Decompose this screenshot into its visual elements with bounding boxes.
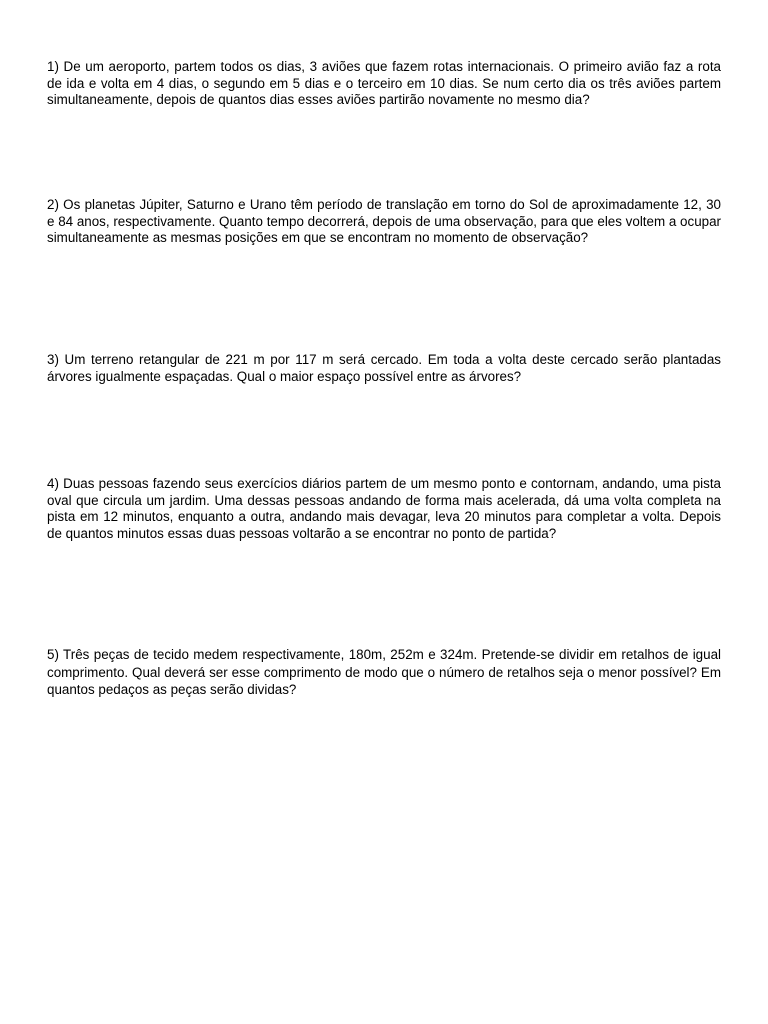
question-4: 4) Duas pessoas fazendo seus exercícios diários partem de um mesmo ponto e contornam, andando, uma pista oval que circula um jardim. Uma dessas pessoas andando de forma mais acelerada, dá uma volta completa na pista em 12 minutos, enquanto a outra, andando mais devagar, leva 20 minutos para completar a volta. Depois de quantos minutos essas duas pessoas voltarão a se encontrar no ponto de partida? bbox=[47, 476, 721, 541]
question-1: 1) De um aeroporto, partem todos os dias, 3 aviões que fazem rotas internacionais. O primeiro avião faz a rota de ida e volta em 4 dias, o segundo em 5 dias e o terceiro em 10 dias. Se num certo dia os três aviões partem simultaneamente, depois de quantos dias esses aviões partirão novamente no mesmo dia? bbox=[47, 59, 721, 107]
question-3: 3) Um terreno retangular de 221 m por 117 m será cercado. Em toda a volta deste cercado serão plantadas árvores igualmente espaçadas. Qual o maior espaço possível entre as árvores? bbox=[47, 352, 721, 384]
question-5: 5) Três peças de tecido medem respectivamente, 180m, 252m e 324m. Pretende-se dividir em retalhos de igual comprimento. Qual deverá ser esse comprimento de modo que o número de retalhos seja o menor possível? Em quantos pedaços as peças serão dividas? bbox=[47, 647, 721, 697]
question-2: 2) Os planetas Júpiter, Saturno e Urano têm período de translação em torno do Sol de aproximadamente 12, 30 e 84 anos, respectivamente. Quanto tempo decorrerá, depois de uma observação, para que eles voltem a ocupar simultaneamente as mesmas posições em que se encontram no momento de observação? bbox=[47, 197, 721, 245]
